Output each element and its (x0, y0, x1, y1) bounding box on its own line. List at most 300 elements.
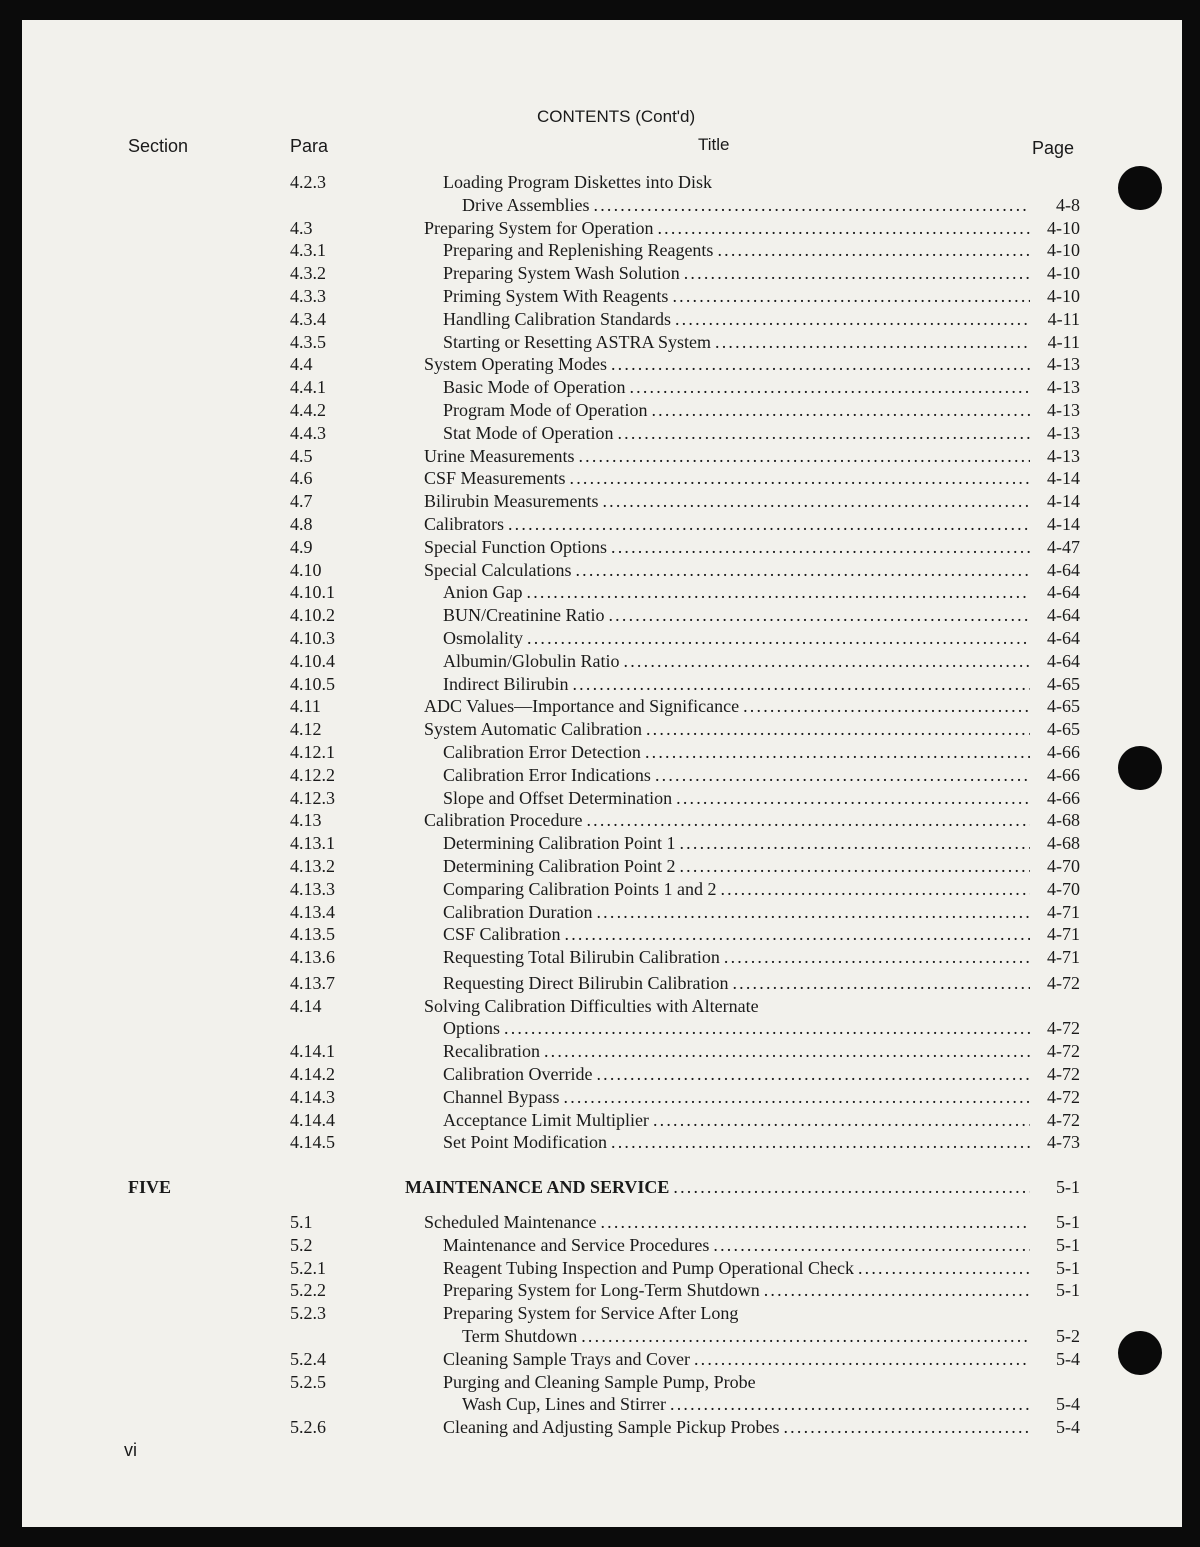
leader-dots (679, 832, 1030, 855)
toc-entry (0, 972, 1200, 995)
page-ref: 4-66 (1047, 764, 1080, 785)
column-header-para: Para (290, 136, 329, 156)
para-number: 5.2 (290, 1234, 313, 1255)
para-number: 4.13.4 (290, 901, 335, 922)
entry-title: Scheduled Maintenance (424, 1212, 597, 1233)
entry-title: CSF Measurements (424, 468, 566, 489)
toc-entry (0, 718, 1200, 741)
entry-title: Acceptance Limit Multiplier (443, 1109, 649, 1130)
page-ref: 4-72 (1047, 1064, 1080, 1085)
entry-title: Calibration Error Indications (443, 764, 651, 785)
para-number: 5.2.2 (290, 1280, 326, 1301)
leader-dots (694, 1348, 1030, 1371)
leader-dots (564, 1086, 1031, 1109)
page-ref: 4-10 (1047, 285, 1080, 306)
entry-title: Program Mode of Operation (443, 399, 648, 420)
toc-entry (0, 171, 1200, 194)
para-number: 4.4.1 (290, 377, 326, 398)
section-label: FIVE (128, 1177, 172, 1198)
title-line (424, 536, 1080, 559)
leader-dots (783, 1416, 1030, 1439)
title-line (443, 650, 1080, 673)
title-line (443, 1302, 1080, 1325)
para-number: 4.13 (290, 810, 322, 831)
entry-title: Cleaning and Adjusting Sample Pickup Probes (443, 1417, 780, 1438)
title-line (443, 1279, 1080, 1302)
entry-title: Calibration Procedure (424, 810, 583, 831)
page-ref: 4-14 (1047, 513, 1080, 534)
para-number: 4.10.3 (290, 627, 335, 648)
page-ref: 4-13 (1047, 399, 1080, 420)
toc-entry (0, 832, 1200, 855)
entry-title: Calibration Override (443, 1064, 593, 1085)
page-ref: 5-1 (1056, 1212, 1080, 1233)
toc-entry (0, 995, 1200, 1018)
entry-title: Comparing Calibration Points 1 and 2 (443, 878, 717, 899)
title-line (443, 764, 1080, 787)
title-line (443, 376, 1080, 399)
toc-entry (0, 1257, 1200, 1280)
leader-dots (617, 422, 1030, 445)
para-number: 4.12 (290, 719, 322, 740)
page-ref: 4-71 (1047, 947, 1080, 968)
leader-dots (653, 1109, 1030, 1132)
leader-dots (629, 376, 1030, 399)
title-line (424, 559, 1080, 582)
title-line (424, 490, 1080, 513)
title-line (424, 513, 1080, 536)
toc-entry (0, 1017, 1200, 1040)
para-number: 4.9 (290, 536, 313, 557)
page-ref: 4-71 (1047, 924, 1080, 945)
toc-entry (0, 1416, 1200, 1439)
entry-title: Calibration Error Detection (443, 741, 641, 762)
toc-entry (0, 1063, 1200, 1086)
toc-entry (0, 467, 1200, 490)
entry-title: Determining Calibration Point 1 (443, 833, 676, 854)
para-number: 4.2.3 (290, 172, 326, 192)
title-line (424, 445, 1080, 468)
page-ref: 5-1 (1056, 1177, 1080, 1198)
toc-entry (0, 581, 1200, 604)
entry-title: ADC Values—Importance and Significance (424, 696, 740, 717)
title-line (462, 1393, 1080, 1416)
page-ref: 5-4 (1056, 1417, 1080, 1438)
toc-entry (0, 1371, 1200, 1394)
leader-dots (581, 1325, 1030, 1348)
para-number: 4.14.1 (290, 1041, 335, 1062)
toc-entry (0, 239, 1200, 262)
title-line (443, 1109, 1080, 1132)
page-ref: 4-13 (1047, 445, 1080, 466)
para-number: 4.12.2 (290, 764, 335, 785)
entry-title: Channel Bypass (443, 1086, 560, 1107)
page-ref: 5-2 (1056, 1326, 1080, 1347)
para-number: 4.14.4 (290, 1109, 335, 1130)
page-ref: 4-14 (1047, 468, 1080, 489)
page-ref: 4-70 (1047, 878, 1080, 899)
para-number: 4.6 (290, 468, 313, 489)
leader-dots (527, 581, 1031, 604)
entry-title: CSF Calibration (443, 924, 561, 945)
para-number: 4.13.5 (290, 924, 335, 945)
page-ref: 4-72 (1047, 1018, 1080, 1039)
para-number: 4.13.3 (290, 878, 335, 899)
title-line (443, 422, 1080, 445)
entry-title: System Operating Modes (424, 354, 607, 375)
entry-title: Stat Mode of Operation (443, 422, 614, 443)
toc-entry (0, 855, 1200, 878)
toc-entry (0, 1302, 1200, 1325)
leader-dots (575, 559, 1030, 582)
entry-title: Loading Program Diskettes into Disk (443, 172, 712, 192)
toc-entry (0, 331, 1200, 354)
toc-entry (0, 285, 1200, 308)
title-line (443, 972, 1080, 995)
leader-dots (611, 353, 1030, 376)
para-number: 4.10 (290, 559, 322, 580)
toc-entry (0, 399, 1200, 422)
toc-entry (0, 1131, 1200, 1154)
toc-entry (0, 764, 1200, 787)
entry-title: Bilirubin Measurements (424, 491, 599, 512)
para-number: 5.2.1 (290, 1257, 326, 1278)
title-line (443, 1257, 1080, 1280)
page-ref: 4-70 (1047, 855, 1080, 876)
page-ref: 4-13 (1047, 422, 1080, 443)
toc-entry (0, 809, 1200, 832)
page-ref: 4-64 (1047, 605, 1080, 626)
para-number: 4.13.1 (290, 833, 335, 854)
leader-dots (764, 1279, 1030, 1302)
toc-entry (0, 1211, 1200, 1234)
para-number: 4.13.2 (290, 855, 335, 876)
toc-entry (0, 353, 1200, 376)
title-line (405, 1176, 1080, 1199)
entry-title: Requesting Direct Bilirubin Calibration (443, 972, 729, 993)
entry-title: Cleaning Sample Trays and Cover (443, 1348, 690, 1369)
entry-title: Special Calculations (424, 559, 572, 580)
entry-title: Set Point Modification (443, 1132, 607, 1153)
para-number: 4.4.2 (290, 399, 326, 420)
entry-title: Options (443, 1018, 501, 1039)
title-line (443, 1017, 1080, 1040)
para-number: 5.2.5 (290, 1371, 326, 1392)
toc-entry (0, 422, 1200, 445)
page-title: CONTENTS (Cont'd) (537, 107, 696, 126)
entry-title: Determining Calibration Point 2 (443, 855, 676, 876)
entry-title: Slope and Offset Determination (443, 787, 673, 808)
page-ref: 4-13 (1047, 354, 1080, 375)
page-ref: 4-64 (1047, 627, 1080, 648)
page-ref: 4-68 (1047, 833, 1080, 854)
page-ref: 4-68 (1047, 810, 1080, 831)
title-line (443, 604, 1080, 627)
leader-dots (596, 901, 1030, 924)
para-number: 4.13.7 (290, 972, 335, 993)
para-number: 4.14.5 (290, 1132, 335, 1153)
para-number: 4.12.3 (290, 787, 335, 808)
leader-dots (715, 331, 1030, 354)
para-number: 4.14.3 (290, 1086, 335, 1107)
page-ref: 4-71 (1047, 901, 1080, 922)
leader-dots (657, 217, 1030, 240)
para-number: 4.3.3 (290, 285, 326, 306)
para-number: 4.10.5 (290, 673, 335, 694)
leader-dots (594, 194, 1031, 217)
column-header-page: Page (1032, 138, 1075, 158)
entry-title: Basic Mode of Operation (443, 377, 626, 398)
contents-list (0, 171, 1200, 1439)
leader-dots (675, 308, 1030, 331)
page-ref: 4-73 (1047, 1132, 1080, 1153)
leader-dots (645, 741, 1030, 764)
title-line (443, 832, 1080, 855)
entry-title: Handling Calibration Standards (443, 308, 671, 329)
toc-entry (0, 536, 1200, 559)
title-line (443, 1131, 1080, 1154)
page-ref: 4-65 (1047, 696, 1080, 717)
toc-entry (0, 787, 1200, 810)
para-number: 4.3.1 (290, 240, 326, 261)
title-line (443, 239, 1080, 262)
title-line (443, 855, 1080, 878)
toc-entry (0, 308, 1200, 331)
page-number: vi (124, 1440, 137, 1460)
para-number: 4.10.4 (290, 650, 335, 671)
title-line (443, 308, 1080, 331)
entry-title: Urine Measurements (424, 445, 575, 466)
column-header-title: Title (698, 135, 730, 154)
leader-dots (717, 239, 1030, 262)
toc-entry (0, 1393, 1200, 1416)
title-line (443, 901, 1080, 924)
entry-title: Special Function Options (424, 536, 607, 557)
title-line (443, 923, 1080, 946)
para-number: 4.11 (290, 696, 321, 717)
page-ref: 4-10 (1047, 263, 1080, 284)
entry-title: Purging and Cleaning Sample Pump, Probe (443, 1371, 756, 1392)
title-line (443, 262, 1080, 285)
leader-dots (684, 262, 1030, 285)
title-line (424, 809, 1080, 832)
page-ref: 5-1 (1056, 1257, 1080, 1278)
page-ref: 4-64 (1047, 650, 1080, 671)
page-ref: 4-8 (1056, 194, 1080, 215)
leader-dots (713, 1234, 1030, 1257)
title-line (424, 1211, 1080, 1234)
toc-entry (0, 445, 1200, 468)
entry-title: Requesting Total Bilirubin Calibration (443, 947, 720, 968)
leader-dots (858, 1257, 1030, 1280)
entry-title: Preparing and Replenishing Reagents (443, 240, 714, 261)
title-line (443, 878, 1080, 901)
title-line (443, 581, 1080, 604)
title-line (443, 741, 1080, 764)
para-number: 4.7 (290, 491, 313, 512)
toc-entry (0, 559, 1200, 582)
title-line (462, 194, 1080, 217)
para-number: 4.14 (290, 995, 322, 1016)
page-ref: 4-72 (1047, 972, 1080, 993)
entry-title: Indirect Bilirubin (443, 673, 569, 694)
para-number: 5.1 (290, 1212, 313, 1233)
leader-dots (655, 764, 1030, 787)
toc-entry (0, 1176, 1200, 1199)
leader-dots (570, 467, 1031, 490)
toc-entry (0, 1325, 1200, 1348)
leader-dots (578, 445, 1030, 468)
para-number: 4.14.2 (290, 1064, 335, 1085)
leader-dots (743, 695, 1030, 718)
page-ref: 4-72 (1047, 1109, 1080, 1130)
toc-entry (0, 695, 1200, 718)
toc-entry (0, 217, 1200, 240)
entry-title: Wash Cup, Lines and Stirrer (462, 1394, 667, 1415)
entry-title: Recalibration (443, 1041, 540, 1062)
leader-dots (676, 787, 1030, 810)
entry-title: Anion Gap (443, 582, 523, 603)
leader-dots (544, 1040, 1030, 1063)
column-header-section: Section (128, 136, 189, 156)
toc-entry (0, 946, 1200, 969)
page-ref: 5-4 (1056, 1348, 1080, 1369)
leader-dots (646, 718, 1030, 741)
entry-title: Starting or Resetting ASTRA System (443, 331, 712, 352)
entry-title: Preparing System for Service After Long (443, 1303, 739, 1324)
leader-dots (672, 285, 1030, 308)
toc-entry (0, 901, 1200, 924)
leader-dots (602, 490, 1030, 513)
title-line (443, 1416, 1080, 1439)
entry-title: Preparing System for Operation (424, 217, 654, 238)
toc-entry (0, 650, 1200, 673)
leader-dots (596, 1063, 1030, 1086)
leader-dots (600, 1211, 1030, 1234)
leader-dots (565, 923, 1030, 946)
page-ref: 4-65 (1047, 673, 1080, 694)
title-line (443, 331, 1080, 354)
entry-title: BUN/Creatinine Ratio (443, 605, 605, 626)
title-line (424, 217, 1080, 240)
page-ref: 4-65 (1047, 719, 1080, 740)
title-line (443, 673, 1080, 696)
page-ref: 5-1 (1056, 1234, 1080, 1255)
entry-title: Solving Calibration Difficulties with Alternate (424, 995, 759, 1016)
leader-dots (611, 536, 1030, 559)
para-number: 5.2.3 (290, 1303, 326, 1324)
toc-entry (0, 741, 1200, 764)
toc-entry (0, 878, 1200, 901)
title-line (443, 627, 1080, 650)
entry-title: Albumin/Globulin Ratio (443, 650, 620, 671)
page-ref: 4-64 (1047, 559, 1080, 580)
entry-title: Reagent Tubing Inspection and Pump Operational Check (443, 1257, 854, 1278)
title-line (443, 171, 1080, 194)
toc-entry (0, 1109, 1200, 1132)
page-ref: 4-14 (1047, 491, 1080, 512)
title-line (462, 1325, 1080, 1348)
toc-entry (0, 1279, 1200, 1302)
title-line (443, 399, 1080, 422)
entry-title: Drive Assemblies (462, 194, 590, 215)
title-line (443, 1086, 1080, 1109)
para-number: 4.3.5 (290, 331, 326, 352)
entry-title: Priming System With Reagents (443, 285, 669, 306)
page-ref: 4-10 (1047, 217, 1080, 238)
toc-entry (0, 1348, 1200, 1371)
para-number: 4.5 (290, 445, 313, 466)
toc-entry (0, 376, 1200, 399)
title-line (443, 787, 1080, 810)
entry-title: Preparing System for Long-Term Shutdown (443, 1280, 760, 1301)
toc-entry (0, 604, 1200, 627)
page-ref: 4-13 (1047, 377, 1080, 398)
leader-dots (720, 878, 1030, 901)
para-number: 4.4.3 (290, 422, 326, 443)
page-ref: 4-64 (1047, 582, 1080, 603)
para-number: 4.10.1 (290, 582, 335, 603)
title-line (424, 353, 1080, 376)
leader-dots (572, 673, 1030, 696)
title-line (443, 285, 1080, 308)
leader-dots (732, 972, 1030, 995)
entry-title: Calibrators (424, 513, 504, 534)
page-ref: 5-4 (1056, 1394, 1080, 1415)
para-number: 4.13.6 (290, 947, 335, 968)
para-number: 4.3 (290, 217, 313, 238)
para-number: 4.12.1 (290, 741, 335, 762)
para-number: 4.3.2 (290, 263, 326, 284)
title-line (443, 1348, 1080, 1371)
title-line (424, 695, 1080, 718)
toc-entry (0, 1234, 1200, 1257)
leader-dots (673, 1176, 1030, 1199)
leader-dots (608, 604, 1030, 627)
toc-entry (0, 627, 1200, 650)
page-ref: 4-72 (1047, 1041, 1080, 1062)
page-ref: 4-66 (1047, 741, 1080, 762)
leader-dots (670, 1393, 1030, 1416)
toc-entry (0, 194, 1200, 217)
leader-dots (611, 1131, 1030, 1154)
leader-dots (586, 809, 1030, 832)
title-line (443, 1371, 1080, 1394)
title-line (424, 718, 1080, 741)
para-number: 5.2.6 (290, 1417, 326, 1438)
toc-entry (0, 1040, 1200, 1063)
toc-entry (0, 262, 1200, 285)
toc-entry (0, 1086, 1200, 1109)
entry-title: Term Shutdown (462, 1326, 578, 1347)
para-number: 4.3.4 (290, 308, 326, 329)
para-number: 4.4 (290, 354, 313, 375)
toc-entry (0, 490, 1200, 513)
leader-dots (527, 627, 1030, 650)
page-ref: 4-47 (1047, 536, 1080, 557)
page-ref: 4-72 (1047, 1086, 1080, 1107)
page-ref: 4-11 (1047, 331, 1080, 352)
para-number: 4.8 (290, 513, 313, 534)
page-ref: 4-66 (1047, 787, 1080, 808)
entry-title: MAINTENANCE AND SERVICE (405, 1177, 670, 1198)
entry-title: Maintenance and Service Procedures (443, 1234, 710, 1255)
title-line (443, 1040, 1080, 1063)
leader-dots (679, 855, 1030, 878)
para-number: 5.2.4 (290, 1348, 326, 1369)
para-number: 4.10.2 (290, 605, 335, 626)
leader-dots (508, 513, 1030, 536)
